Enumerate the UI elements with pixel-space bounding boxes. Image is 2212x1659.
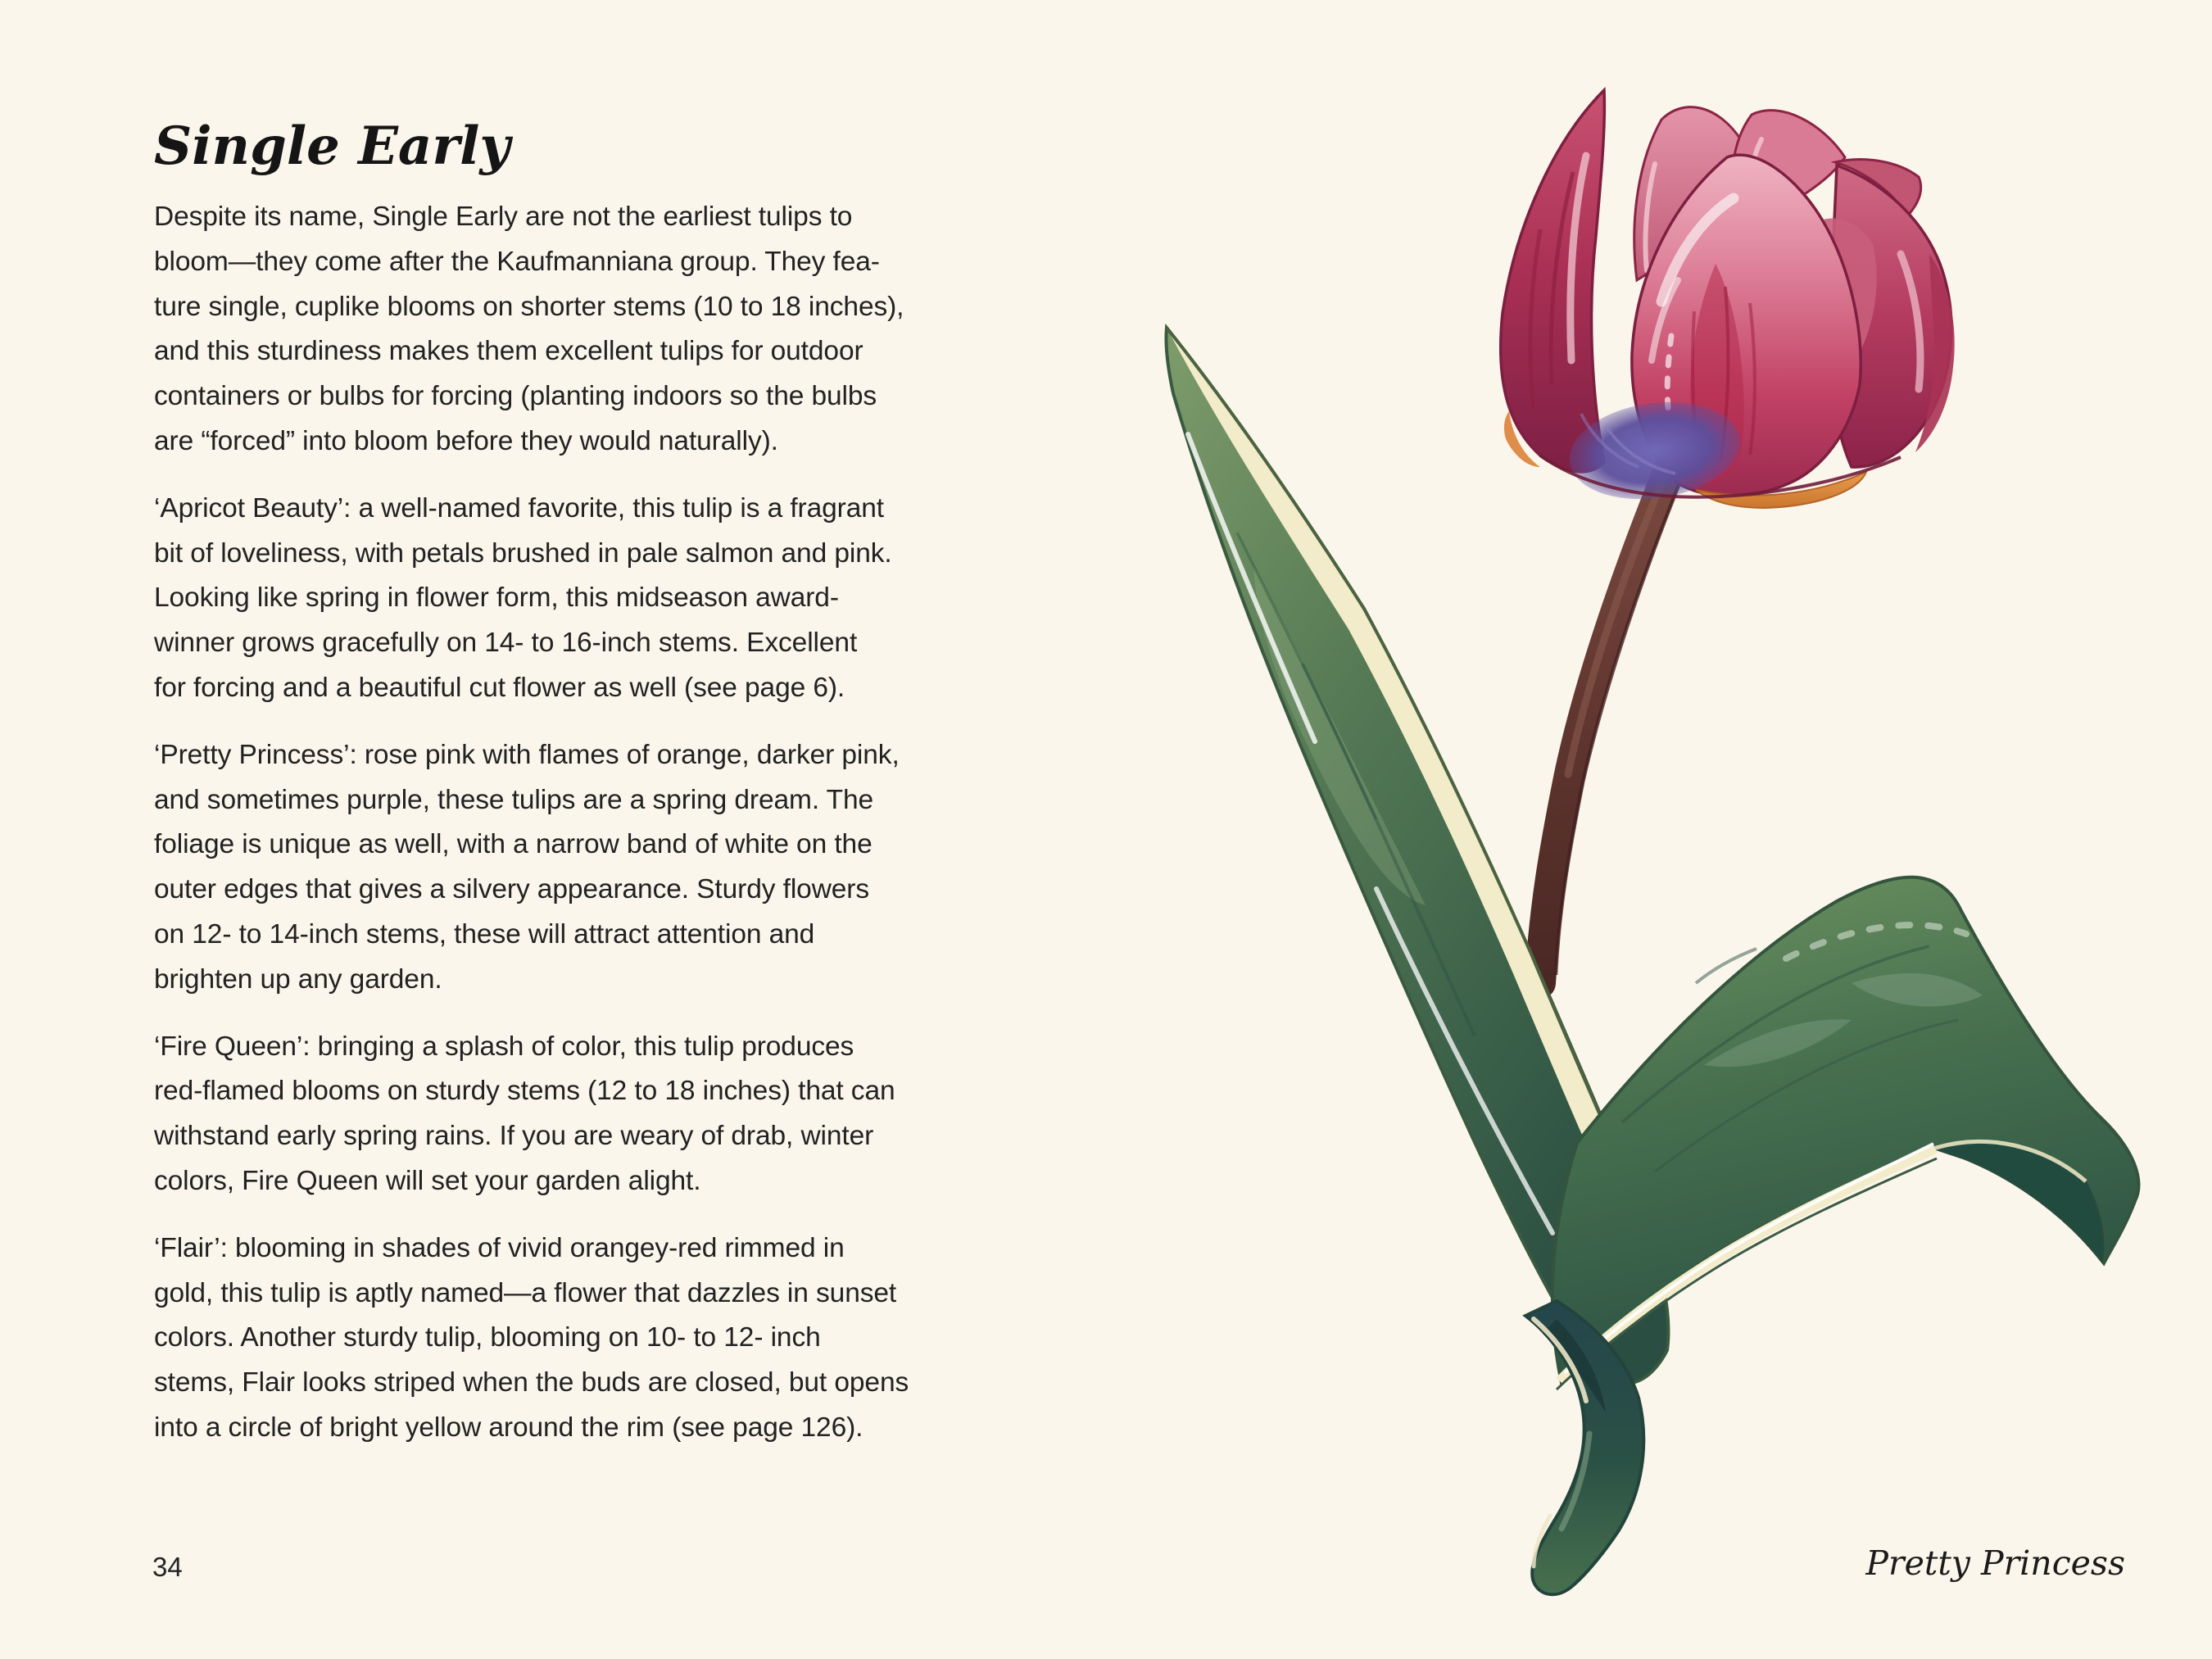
paragraph-line: colors, Fire Queen will set your garden alight. (154, 1165, 701, 1196)
paragraph-pretty-princess (154, 733, 1006, 1003)
paragraph-line: containers or bulbs for forcing (planting indoors so the bulbs (154, 381, 877, 412)
paragraph-line: ‘Flair’: blooming in shades of vivid orangey-red rimmed in (154, 1232, 845, 1263)
paragraph-line: ture single, cuplike blooms on shorter stems (10 to 18 inches), (154, 291, 904, 322)
paragraph-line: foliage is unique as well, with a narrow band of white on the (154, 829, 873, 860)
paragraph-line: Looking like spring in flower form, this midseason award- (154, 582, 839, 614)
paragraph-line: bit of loveliness, with petals brushed in pale salmon and pink. (154, 537, 892, 569)
tulip-stem-graphic (1540, 460, 1686, 983)
paragraph-line: withstand early spring rains. If you are weary of drab, winter (154, 1121, 874, 1152)
paragraph-flair (154, 1226, 1006, 1451)
article-column (154, 116, 1006, 1451)
paragraph-fire-queen (154, 1025, 1006, 1204)
paragraph-line: winner grows gracefully on 14- to 16-inch stems. Excellent (154, 628, 858, 659)
paragraph-line: are “forced” into bloom before they would naturally). (154, 425, 778, 456)
paragraph-line: and this sturdiness makes them excellent tulips for outdoor (154, 336, 863, 367)
section-heading: Single Early (154, 116, 510, 177)
paragraph-line: outer edges that gives a silvery appearance. Sturdy flowers (154, 874, 870, 905)
tulip-illustration (1131, 41, 2179, 1639)
paragraph-line: for forcing and a beautiful cut flower as well (see page 6). (154, 672, 845, 703)
paragraph-intro (154, 195, 1006, 465)
paragraph-line: on 12- to 14-inch stems, these will attract attention and (154, 918, 815, 950)
tulip-flower-graphic (1501, 90, 1955, 510)
paragraph-line: ‘Pretty Princess’: rose pink with flames of orange, darker pink, (154, 739, 900, 770)
paragraph-line: Despite its name, Single Early are not the earliest tulips to (154, 202, 853, 232)
paragraph-line: brighten up any garden. (154, 963, 442, 995)
paragraph-line: into a circle of bright yellow around the rim (see page 126). (154, 1412, 863, 1443)
paragraph-apricot-beauty (154, 487, 1006, 711)
paragraph-line: ‘Apricot Beauty’: a well-named favorite, this tulip is a fragrant (154, 492, 884, 524)
paragraph-line: colors. Another sturdy tulip, blooming on 10- to 12- inch (154, 1322, 821, 1353)
paragraph-line: stems, Flair looks striped when the buds are closed, but opens (154, 1367, 909, 1398)
tulip-right-leaf-graphic (1552, 877, 2139, 1389)
page-number: 34 (152, 1552, 183, 1582)
paragraph-line: gold, this tulip is aptly named—a flower that dazzles in sunset (154, 1277, 897, 1308)
paragraph-line: and sometimes purple, these tulips are a spring dream. The (154, 784, 874, 815)
paragraph-line: bloom—they come after the Kaufmanniana group. They fea- (154, 246, 880, 277)
paragraph-line: red-flamed blooms on sturdy stems (12 to 18 inches) that can (154, 1076, 895, 1107)
plate-caption: Pretty Princess (1865, 1543, 2125, 1583)
paragraph-line: ‘Fire Queen’: bringing a splash of color, this tulip produces (154, 1031, 854, 1062)
